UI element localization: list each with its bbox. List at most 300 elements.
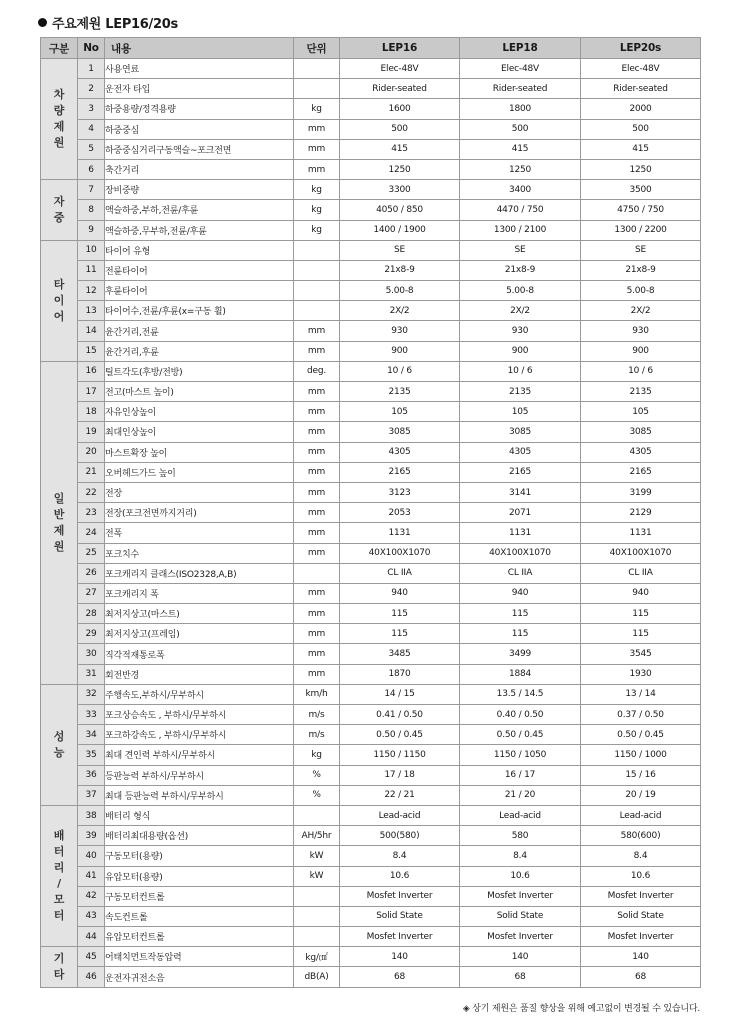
table-row bbox=[41, 684, 701, 704]
row-unit: mm bbox=[294, 119, 340, 139]
table-row bbox=[41, 906, 701, 926]
row-number: 36 bbox=[78, 765, 105, 785]
row-number: 35 bbox=[78, 745, 105, 765]
row-number: 8 bbox=[78, 200, 105, 220]
value-lep16: 3123 bbox=[340, 482, 460, 502]
value-lep16: 2053 bbox=[340, 503, 460, 523]
row-item: 윤간거리,후륜 bbox=[105, 341, 294, 361]
row-number: 44 bbox=[78, 927, 105, 947]
value-lep18: 1300 / 2100 bbox=[460, 220, 581, 240]
row-number: 20 bbox=[78, 442, 105, 462]
row-unit: kg bbox=[294, 200, 340, 220]
row-item: 속도컨트롤 bbox=[105, 906, 294, 926]
value-lep18: 1250 bbox=[460, 159, 581, 179]
row-unit: mm bbox=[294, 422, 340, 442]
value-lep20s: Rider-seated bbox=[581, 79, 701, 99]
table-row bbox=[41, 785, 701, 805]
value-lep20s: 115 bbox=[581, 604, 701, 624]
table-row bbox=[41, 422, 701, 442]
row-number: 11 bbox=[78, 260, 105, 280]
group-label: 배 터 리 / 모 터 bbox=[41, 805, 78, 946]
value-lep20s: 0.50 / 0.45 bbox=[581, 725, 701, 745]
table-row bbox=[41, 846, 701, 866]
value-lep16: Elec-48V bbox=[340, 59, 460, 79]
heading-text: 주요제원 LEP16/20s bbox=[52, 16, 178, 32]
value-lep18: 3499 bbox=[460, 644, 581, 664]
row-item: 구동모터(용량) bbox=[105, 846, 294, 866]
row-number: 45 bbox=[78, 947, 105, 967]
row-unit: mm bbox=[294, 442, 340, 462]
value-lep18: 1131 bbox=[460, 523, 581, 543]
row-unit: mm bbox=[294, 624, 340, 644]
row-item: 전폭 bbox=[105, 523, 294, 543]
row-unit bbox=[294, 301, 340, 321]
row-unit: km/h bbox=[294, 684, 340, 704]
row-number: 13 bbox=[78, 301, 105, 321]
row-item: 포크캐리지 클래스(ISO2328,A,B) bbox=[105, 563, 294, 583]
value-lep20s: 1300 / 2200 bbox=[581, 220, 701, 240]
table-row bbox=[41, 321, 701, 341]
value-lep20s: 8.4 bbox=[581, 846, 701, 866]
row-unit: mm bbox=[294, 402, 340, 422]
group-label: 기 타 bbox=[41, 947, 78, 987]
value-lep18: 3085 bbox=[460, 422, 581, 442]
value-lep18: 8.4 bbox=[460, 846, 581, 866]
row-unit bbox=[294, 79, 340, 99]
row-number: 7 bbox=[78, 180, 105, 200]
value-lep18: 580 bbox=[460, 826, 581, 846]
value-lep16: 140 bbox=[340, 947, 460, 967]
table-row bbox=[41, 462, 701, 482]
value-lep18: SE bbox=[460, 240, 581, 260]
row-item: 직각적재통로폭 bbox=[105, 644, 294, 664]
row-number: 3 bbox=[78, 99, 105, 119]
value-lep18: 3141 bbox=[460, 482, 581, 502]
value-lep16: 1250 bbox=[340, 159, 460, 179]
table-row bbox=[41, 624, 701, 644]
value-lep16: 940 bbox=[340, 583, 460, 603]
value-lep20s: 10 / 6 bbox=[581, 361, 701, 381]
table-row bbox=[41, 664, 701, 684]
value-lep18: 900 bbox=[460, 341, 581, 361]
value-lep20s: 500 bbox=[581, 119, 701, 139]
table-row bbox=[41, 260, 701, 280]
value-lep20s: 3199 bbox=[581, 482, 701, 502]
value-lep16: 115 bbox=[340, 604, 460, 624]
value-lep20s: Solid State bbox=[581, 906, 701, 926]
table-row bbox=[41, 200, 701, 220]
value-lep20s: 105 bbox=[581, 402, 701, 422]
group-label: 차 량 제 원 bbox=[41, 59, 78, 180]
row-item: 후륜타이어 bbox=[105, 281, 294, 301]
row-unit: m/s bbox=[294, 705, 340, 725]
row-item: 유압모터컨트롤 bbox=[105, 927, 294, 947]
row-number: 12 bbox=[78, 281, 105, 301]
table-row bbox=[41, 382, 701, 402]
value-lep20s: 2X/2 bbox=[581, 301, 701, 321]
value-lep16: 40X100X1070 bbox=[340, 543, 460, 563]
value-lep16: 17 / 18 bbox=[340, 765, 460, 785]
value-lep16: 10.6 bbox=[340, 866, 460, 886]
value-lep18: 10.6 bbox=[460, 866, 581, 886]
value-lep20s: Lead-acid bbox=[581, 805, 701, 825]
value-lep16: 1600 bbox=[340, 99, 460, 119]
row-item: 최대 견인력 부하시/무부하시 bbox=[105, 745, 294, 765]
row-item: 포크치수 bbox=[105, 543, 294, 563]
value-lep18: 140 bbox=[460, 947, 581, 967]
row-item: 액슬하중,무부하,전륜/후륜 bbox=[105, 220, 294, 240]
row-item: 장비중량 bbox=[105, 180, 294, 200]
row-item: 타이어수,전륜/후륜(x=구동 휠) bbox=[105, 301, 294, 321]
table-row bbox=[41, 644, 701, 664]
value-lep20s: 20 / 19 bbox=[581, 785, 701, 805]
value-lep20s: 1930 bbox=[581, 664, 701, 684]
table-row bbox=[41, 119, 701, 139]
row-item: 사용연료 bbox=[105, 59, 294, 79]
value-lep16: 3085 bbox=[340, 422, 460, 442]
value-lep20s: 21x8-9 bbox=[581, 260, 701, 280]
table-row bbox=[41, 180, 701, 200]
value-lep20s: 2165 bbox=[581, 462, 701, 482]
value-lep20s: Elec-48V bbox=[581, 59, 701, 79]
value-lep16: 115 bbox=[340, 624, 460, 644]
table-row bbox=[41, 725, 701, 745]
row-unit: mm bbox=[294, 139, 340, 159]
row-item: 등판능력 부하시/무부하시 bbox=[105, 765, 294, 785]
value-lep20s: 3085 bbox=[581, 422, 701, 442]
row-number: 37 bbox=[78, 785, 105, 805]
row-number: 25 bbox=[78, 543, 105, 563]
row-number: 10 bbox=[78, 240, 105, 260]
row-unit bbox=[294, 240, 340, 260]
value-lep18: 5.00-8 bbox=[460, 281, 581, 301]
row-unit: mm bbox=[294, 664, 340, 684]
value-lep18: Rider-seated bbox=[460, 79, 581, 99]
value-lep20s: 1150 / 1000 bbox=[581, 745, 701, 765]
value-lep18: 1150 / 1050 bbox=[460, 745, 581, 765]
row-number: 22 bbox=[78, 482, 105, 502]
row-number: 29 bbox=[78, 624, 105, 644]
row-item: 운전자 타입 bbox=[105, 79, 294, 99]
header-model-lep16: LEP16 bbox=[340, 38, 460, 59]
value-lep18: 13.5 / 14.5 bbox=[460, 684, 581, 704]
row-item: 하중중심거리구동액슬~포크전면 bbox=[105, 139, 294, 159]
row-item: 최저지상고(프레임) bbox=[105, 624, 294, 644]
row-number: 14 bbox=[78, 321, 105, 341]
value-lep18: 21x8-9 bbox=[460, 260, 581, 280]
table-row bbox=[41, 240, 701, 260]
value-lep16: 4050 / 850 bbox=[340, 200, 460, 220]
row-item: 하중용량/정격용량 bbox=[105, 99, 294, 119]
row-item: 포크캐리지 폭 bbox=[105, 583, 294, 603]
row-item: 자유인상높이 bbox=[105, 402, 294, 422]
value-lep16: 1400 / 1900 bbox=[340, 220, 460, 240]
header-item: 내용 bbox=[105, 38, 294, 59]
table-row bbox=[41, 79, 701, 99]
row-item: 마스트확장 높이 bbox=[105, 442, 294, 462]
row-unit: kg bbox=[294, 745, 340, 765]
row-item: 회전반경 bbox=[105, 664, 294, 684]
row-unit: kg bbox=[294, 180, 340, 200]
row-number: 46 bbox=[78, 967, 105, 987]
row-number: 32 bbox=[78, 684, 105, 704]
value-lep16: 4305 bbox=[340, 442, 460, 462]
value-lep20s: CL IIA bbox=[581, 563, 701, 583]
table-row bbox=[41, 947, 701, 967]
value-lep20s: Mosfet Inverter bbox=[581, 886, 701, 906]
row-unit: mm bbox=[294, 382, 340, 402]
value-lep18: 16 / 17 bbox=[460, 765, 581, 785]
row-number: 15 bbox=[78, 341, 105, 361]
row-number: 16 bbox=[78, 361, 105, 381]
value-lep18: 1800 bbox=[460, 99, 581, 119]
group-label: 일 반 제 원 bbox=[41, 361, 78, 684]
table-row bbox=[41, 583, 701, 603]
row-unit: mm bbox=[294, 482, 340, 502]
row-unit bbox=[294, 906, 340, 926]
value-lep18: 0.50 / 0.45 bbox=[460, 725, 581, 745]
table-row bbox=[41, 402, 701, 422]
row-number: 27 bbox=[78, 583, 105, 603]
row-unit bbox=[294, 281, 340, 301]
table-row bbox=[41, 523, 701, 543]
value-lep16: 21x8-9 bbox=[340, 260, 460, 280]
value-lep16: 105 bbox=[340, 402, 460, 422]
value-lep20s: 3545 bbox=[581, 644, 701, 664]
table-row bbox=[41, 361, 701, 381]
value-lep18: 21 / 20 bbox=[460, 785, 581, 805]
value-lep18: 2135 bbox=[460, 382, 581, 402]
table-row bbox=[41, 99, 701, 119]
header-model-lep18: LEP18 bbox=[460, 38, 581, 59]
row-number: 4 bbox=[78, 119, 105, 139]
row-number: 33 bbox=[78, 705, 105, 725]
table-row bbox=[41, 442, 701, 462]
row-unit bbox=[294, 260, 340, 280]
group-label: 자 중 bbox=[41, 180, 78, 241]
value-lep18: 2071 bbox=[460, 503, 581, 523]
group-label: 타 이 어 bbox=[41, 240, 78, 361]
header-unit: 단위 bbox=[294, 38, 340, 59]
row-item: 하중중심 bbox=[105, 119, 294, 139]
row-item: 전장(포크전면까지거리) bbox=[105, 503, 294, 523]
value-lep18: 115 bbox=[460, 604, 581, 624]
row-item: 포크하강속도 , 부하시/무부하시 bbox=[105, 725, 294, 745]
table-row bbox=[41, 826, 701, 846]
value-lep18: CL IIA bbox=[460, 563, 581, 583]
spec-heading bbox=[38, 11, 178, 33]
value-lep20s: 68 bbox=[581, 967, 701, 987]
value-lep16: Rider-seated bbox=[340, 79, 460, 99]
value-lep18: 0.40 / 0.50 bbox=[460, 705, 581, 725]
value-lep18: Elec-48V bbox=[460, 59, 581, 79]
value-lep16: 1150 / 1150 bbox=[340, 745, 460, 765]
spec-table bbox=[40, 37, 701, 988]
header-no: No bbox=[78, 38, 105, 59]
value-lep18: 2X/2 bbox=[460, 301, 581, 321]
value-lep20s: 4750 / 750 bbox=[581, 200, 701, 220]
row-unit bbox=[294, 59, 340, 79]
value-lep18: 500 bbox=[460, 119, 581, 139]
table-row bbox=[41, 765, 701, 785]
value-lep18: 4470 / 750 bbox=[460, 200, 581, 220]
table-row bbox=[41, 59, 701, 79]
table-row bbox=[41, 745, 701, 765]
row-unit: mm bbox=[294, 159, 340, 179]
value-lep20s: SE bbox=[581, 240, 701, 260]
row-number: 2 bbox=[78, 79, 105, 99]
value-lep20s: 0.37 / 0.50 bbox=[581, 705, 701, 725]
table-row bbox=[41, 482, 701, 502]
value-lep18: Mosfet Inverter bbox=[460, 886, 581, 906]
row-number: 39 bbox=[78, 826, 105, 846]
value-lep18: 930 bbox=[460, 321, 581, 341]
row-unit: % bbox=[294, 785, 340, 805]
value-lep16: 0.50 / 0.45 bbox=[340, 725, 460, 745]
value-lep16: 14 / 15 bbox=[340, 684, 460, 704]
row-number: 1 bbox=[78, 59, 105, 79]
table-row bbox=[41, 159, 701, 179]
row-unit: dB(A) bbox=[294, 967, 340, 987]
table-row bbox=[41, 886, 701, 906]
row-item: 주행속도,부하시/무부하시 bbox=[105, 684, 294, 704]
value-lep16: 930 bbox=[340, 321, 460, 341]
value-lep16: 2135 bbox=[340, 382, 460, 402]
value-lep20s: 4305 bbox=[581, 442, 701, 462]
row-number: 19 bbox=[78, 422, 105, 442]
value-lep16: 2165 bbox=[340, 462, 460, 482]
header-group: 구분 bbox=[41, 38, 78, 59]
value-lep18: 940 bbox=[460, 583, 581, 603]
row-item: 유압모터(용량) bbox=[105, 866, 294, 886]
header-model-lep20s: LEP20s bbox=[581, 38, 701, 59]
table-row bbox=[41, 927, 701, 947]
value-lep16: Solid State bbox=[340, 906, 460, 926]
row-number: 21 bbox=[78, 462, 105, 482]
row-number: 31 bbox=[78, 664, 105, 684]
value-lep20s: 5.00-8 bbox=[581, 281, 701, 301]
value-lep16: Mosfet Inverter bbox=[340, 886, 460, 906]
row-unit: kg bbox=[294, 99, 340, 119]
row-unit: kW bbox=[294, 846, 340, 866]
row-item: 최대인상높이 bbox=[105, 422, 294, 442]
row-number: 5 bbox=[78, 139, 105, 159]
footnote: ◈ 상기 제원은 품질 향상을 위해 예고없이 변경될 수 있습니다. bbox=[462, 1004, 700, 1014]
row-item: 최대 등판능력 부하시/무부하시 bbox=[105, 785, 294, 805]
value-lep16: 22 / 21 bbox=[340, 785, 460, 805]
value-lep20s: 140 bbox=[581, 947, 701, 967]
value-lep18: 4305 bbox=[460, 442, 581, 462]
row-number: 34 bbox=[78, 725, 105, 745]
row-item: 배터리최대용량(옵션) bbox=[105, 826, 294, 846]
row-number: 17 bbox=[78, 382, 105, 402]
value-lep16: 3485 bbox=[340, 644, 460, 664]
value-lep20s: 1131 bbox=[581, 523, 701, 543]
value-lep16: 2X/2 bbox=[340, 301, 460, 321]
table-row bbox=[41, 503, 701, 523]
row-number: 23 bbox=[78, 503, 105, 523]
row-unit: kW bbox=[294, 866, 340, 886]
value-lep16: Mosfet Inverter bbox=[340, 927, 460, 947]
value-lep20s: 415 bbox=[581, 139, 701, 159]
table-row bbox=[41, 604, 701, 624]
value-lep18: Solid State bbox=[460, 906, 581, 926]
row-unit: mm bbox=[294, 462, 340, 482]
spec-table-body bbox=[41, 59, 701, 988]
value-lep16: 500 bbox=[340, 119, 460, 139]
value-lep20s: 3500 bbox=[581, 180, 701, 200]
value-lep16: 5.00-8 bbox=[340, 281, 460, 301]
table-row bbox=[41, 805, 701, 825]
value-lep20s: 15 / 16 bbox=[581, 765, 701, 785]
row-number: 40 bbox=[78, 846, 105, 866]
row-number: 28 bbox=[78, 604, 105, 624]
value-lep20s: 2135 bbox=[581, 382, 701, 402]
value-lep20s: 1250 bbox=[581, 159, 701, 179]
row-number: 26 bbox=[78, 563, 105, 583]
row-item: 운전자귀전소음 bbox=[105, 967, 294, 987]
value-lep16: Lead-acid bbox=[340, 805, 460, 825]
row-item: 구동모터컨트롤 bbox=[105, 886, 294, 906]
value-lep20s: 2000 bbox=[581, 99, 701, 119]
row-item: 전륜타이어 bbox=[105, 260, 294, 280]
row-unit: kg/㎠ bbox=[294, 947, 340, 967]
value-lep16: 3300 bbox=[340, 180, 460, 200]
row-item: 전고(마스트 높이) bbox=[105, 382, 294, 402]
value-lep16: 8.4 bbox=[340, 846, 460, 866]
value-lep18: 115 bbox=[460, 624, 581, 644]
row-unit: mm bbox=[294, 644, 340, 664]
table-row bbox=[41, 341, 701, 361]
value-lep16: 68 bbox=[340, 967, 460, 987]
row-item: 최저지상고(마스트) bbox=[105, 604, 294, 624]
value-lep16: 900 bbox=[340, 341, 460, 361]
row-number: 18 bbox=[78, 402, 105, 422]
value-lep20s: 580(600) bbox=[581, 826, 701, 846]
value-lep16: 500(580) bbox=[340, 826, 460, 846]
table-row bbox=[41, 967, 701, 987]
row-unit: mm bbox=[294, 341, 340, 361]
table-row bbox=[41, 563, 701, 583]
value-lep20s: 13 / 14 bbox=[581, 684, 701, 704]
table-row bbox=[41, 301, 701, 321]
bullet-icon bbox=[38, 18, 47, 27]
value-lep20s: 10.6 bbox=[581, 866, 701, 886]
row-unit bbox=[294, 927, 340, 947]
row-item: 축간거리 bbox=[105, 159, 294, 179]
value-lep16: 1870 bbox=[340, 664, 460, 684]
row-item: 전장 bbox=[105, 482, 294, 502]
table-row bbox=[41, 139, 701, 159]
row-unit: kg bbox=[294, 220, 340, 240]
value-lep16: 1131 bbox=[340, 523, 460, 543]
row-unit: mm bbox=[294, 604, 340, 624]
row-item: 어태치먼트작동압력 bbox=[105, 947, 294, 967]
row-number: 41 bbox=[78, 866, 105, 886]
row-item: 배터리 형식 bbox=[105, 805, 294, 825]
table-row bbox=[41, 281, 701, 301]
value-lep20s: 900 bbox=[581, 341, 701, 361]
row-number: 9 bbox=[78, 220, 105, 240]
row-unit bbox=[294, 563, 340, 583]
value-lep20s: 115 bbox=[581, 624, 701, 644]
row-number: 38 bbox=[78, 805, 105, 825]
row-unit: % bbox=[294, 765, 340, 785]
value-lep20s: 2129 bbox=[581, 503, 701, 523]
row-unit: mm bbox=[294, 523, 340, 543]
value-lep16: 0.41 / 0.50 bbox=[340, 705, 460, 725]
value-lep18: 40X100X1070 bbox=[460, 543, 581, 563]
